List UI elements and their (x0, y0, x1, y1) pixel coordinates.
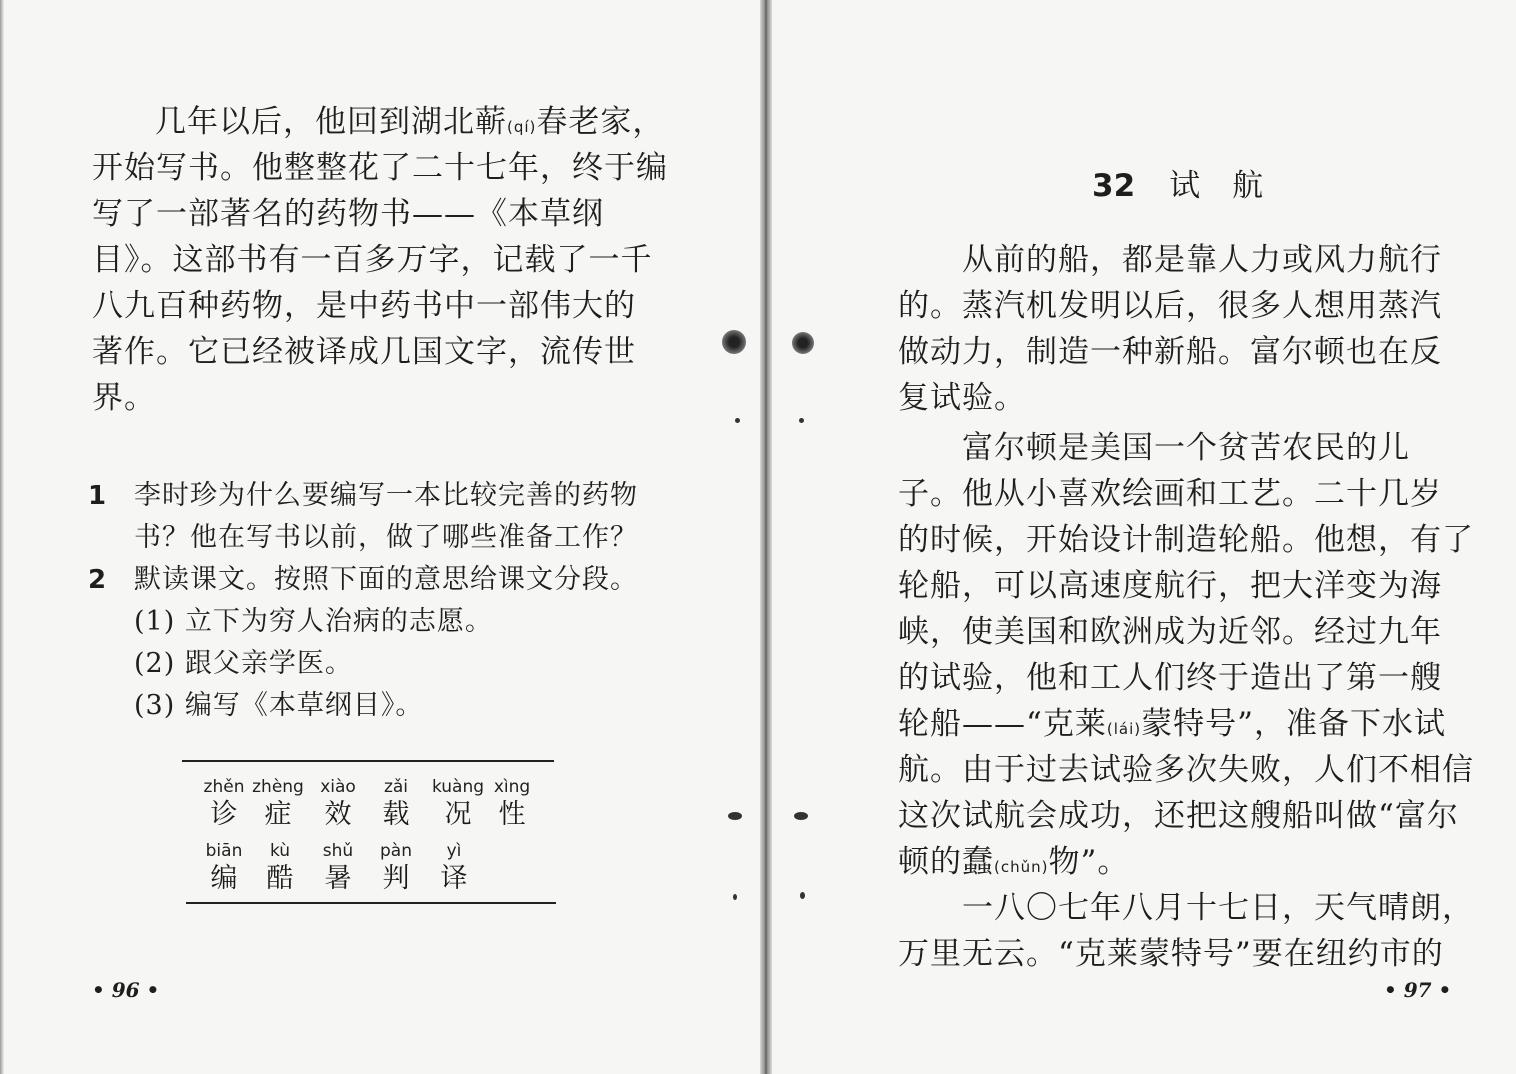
vocab-hanzi: 效 (324, 799, 352, 830)
vocab-item (368, 776, 424, 832)
right-page (772, 0, 1516, 1074)
question-text: 书？他在写书以前，做了哪些准备工作？ (134, 522, 638, 553)
lesson-name: 试航 (1169, 168, 1296, 204)
vocab-hanzi: 暑 (324, 863, 352, 894)
vocab-pinyin: shǔ (322, 841, 354, 861)
binding-mark (794, 812, 808, 820)
paragraph-line: 的试验，他和工人们终于造出了第一艘 (898, 660, 1442, 696)
vocab-pinyin: zhěn (203, 777, 245, 797)
sub-item: (3) 编写《本草纲目》。 (134, 690, 424, 721)
question-text: 默读课文。按照下面的意思给课文分段。 (134, 564, 638, 595)
paragraph-line: 子。他从小喜欢绘画和工艺。二十几岁 (898, 476, 1442, 512)
vocab-pinyin: biān (205, 841, 243, 861)
paragraph-line: 著作。它已经被译成几国文字，流传世 (92, 334, 636, 370)
vocab-hanzi: 译 (440, 863, 468, 894)
vocab-hanzi: 症 (264, 799, 292, 830)
paragraph-line: 写了一部著名的药物书——《本草纲 (92, 196, 604, 232)
vocab-pinyin: xìng (493, 777, 531, 797)
paragraph-line: 目》。这部书有一百多万字，记载了一千 (92, 242, 653, 278)
vocab-pinyin: zhèng (252, 777, 304, 797)
vocab-hanzi: 编 (210, 863, 238, 894)
book-spine (760, 0, 772, 1074)
paragraph-line: 开始写书。他整整花了二十七年，终于编 (92, 150, 668, 186)
paragraph-line: 的时候，开始设计制造轮船。他想，有了 (898, 522, 1474, 558)
vocab-item (426, 776, 490, 832)
paragraph-line: 轮船，可以高速度航行，把大洋变为海 (898, 568, 1442, 604)
vocab-item (252, 840, 308, 896)
question-number: 2 (88, 565, 107, 595)
vocab-hanzi: 诊 (210, 799, 238, 830)
lesson-title (1092, 166, 1295, 206)
vocab-pinyin: zǎi (383, 777, 409, 797)
pinyin-annotation: (lái) (1106, 720, 1142, 738)
sub-item: (1) 立下为穷人治病的志愿。 (134, 606, 493, 637)
vocab-pinyin: kuàng (431, 777, 485, 797)
paragraph-line: 复试验。 (898, 380, 1026, 416)
question-number: 1 (88, 481, 107, 511)
vocab-hanzi: 载 (382, 799, 410, 830)
vocab-pinyin: kù (269, 841, 291, 861)
paragraph-line: 做动力，制造一种新船。富尔顿也在反 (898, 334, 1442, 370)
binding-hole (722, 330, 746, 354)
binding-mark (733, 894, 737, 900)
binding-mark (799, 418, 804, 423)
page-edge (0, 0, 4, 1074)
paragraph-line: 界。 (92, 380, 156, 416)
vocab-pinyin: pàn (380, 841, 412, 861)
vocab-pinyin: xiào (320, 777, 356, 797)
sub-item: (2) 跟父亲学医。 (134, 648, 353, 679)
pinyin-annotation: (chǔn) (994, 858, 1049, 876)
vocab-item (368, 840, 424, 896)
paragraph-line: 八九百种药物，是中药书中一部伟大的 (92, 288, 636, 324)
paragraph-line: 峡，使美国和欧洲成为近邻。经过九年 (898, 614, 1442, 650)
paragraph-line: 这次试航会成功，还把这艘船叫做“富尔 (898, 798, 1459, 834)
binding-mark (735, 418, 740, 423)
page-number: • 96 • (92, 978, 160, 1002)
lesson-number: 32 (1092, 168, 1136, 204)
paragraph-line: 几年以后，他回到湖北蕲(qí)春老家， (155, 104, 665, 140)
vocab-item (310, 776, 366, 832)
pinyin-annotation: (qí) (507, 118, 537, 136)
vocab-hanzi: 况 (444, 799, 472, 830)
paragraph-line: 顿的蠢(chǔn)物”。 (898, 844, 1130, 880)
paragraph-line: 的。蒸汽机发明以后，很多人想用蒸汽 (898, 288, 1442, 324)
vocab-item (484, 776, 540, 832)
binding-hole (792, 332, 814, 354)
vocab-hanzi: 性 (498, 799, 526, 830)
binding-mark (728, 812, 742, 820)
paragraph-line: 一八〇七年八月十七日，天气晴朗， (962, 890, 1474, 926)
page-number: • 97 • (1384, 978, 1452, 1002)
vocab-bottom-rule (186, 902, 556, 904)
binding-mark (800, 892, 805, 899)
vocab-pinyin: yì (446, 841, 462, 861)
vocab-item (196, 776, 252, 832)
vocab-item (310, 840, 366, 896)
vocab-item (196, 840, 252, 896)
vocab-hanzi: 酷 (266, 863, 294, 894)
vocab-hanzi: 判 (382, 863, 410, 894)
paragraph-line: 万里无云。“克莱蒙特号”要在纽约市的 (898, 936, 1444, 972)
paragraph-line: 航。由于过去试验多次失败，人们不相信 (898, 752, 1474, 788)
question-text: 李时珍为什么要编写一本比较完善的药物 (134, 480, 638, 511)
paragraph-line: 富尔顿是美国一个贫苦农民的儿 (962, 430, 1410, 466)
vocab-item (250, 776, 306, 832)
paragraph-line: 从前的船，都是靠人力或风力航行 (962, 242, 1442, 278)
vocab-top-rule (182, 760, 554, 762)
vocab-item (426, 840, 482, 896)
paragraph-line: 轮船——“克莱(lái)蒙特号”，准备下水试 (898, 706, 1446, 742)
